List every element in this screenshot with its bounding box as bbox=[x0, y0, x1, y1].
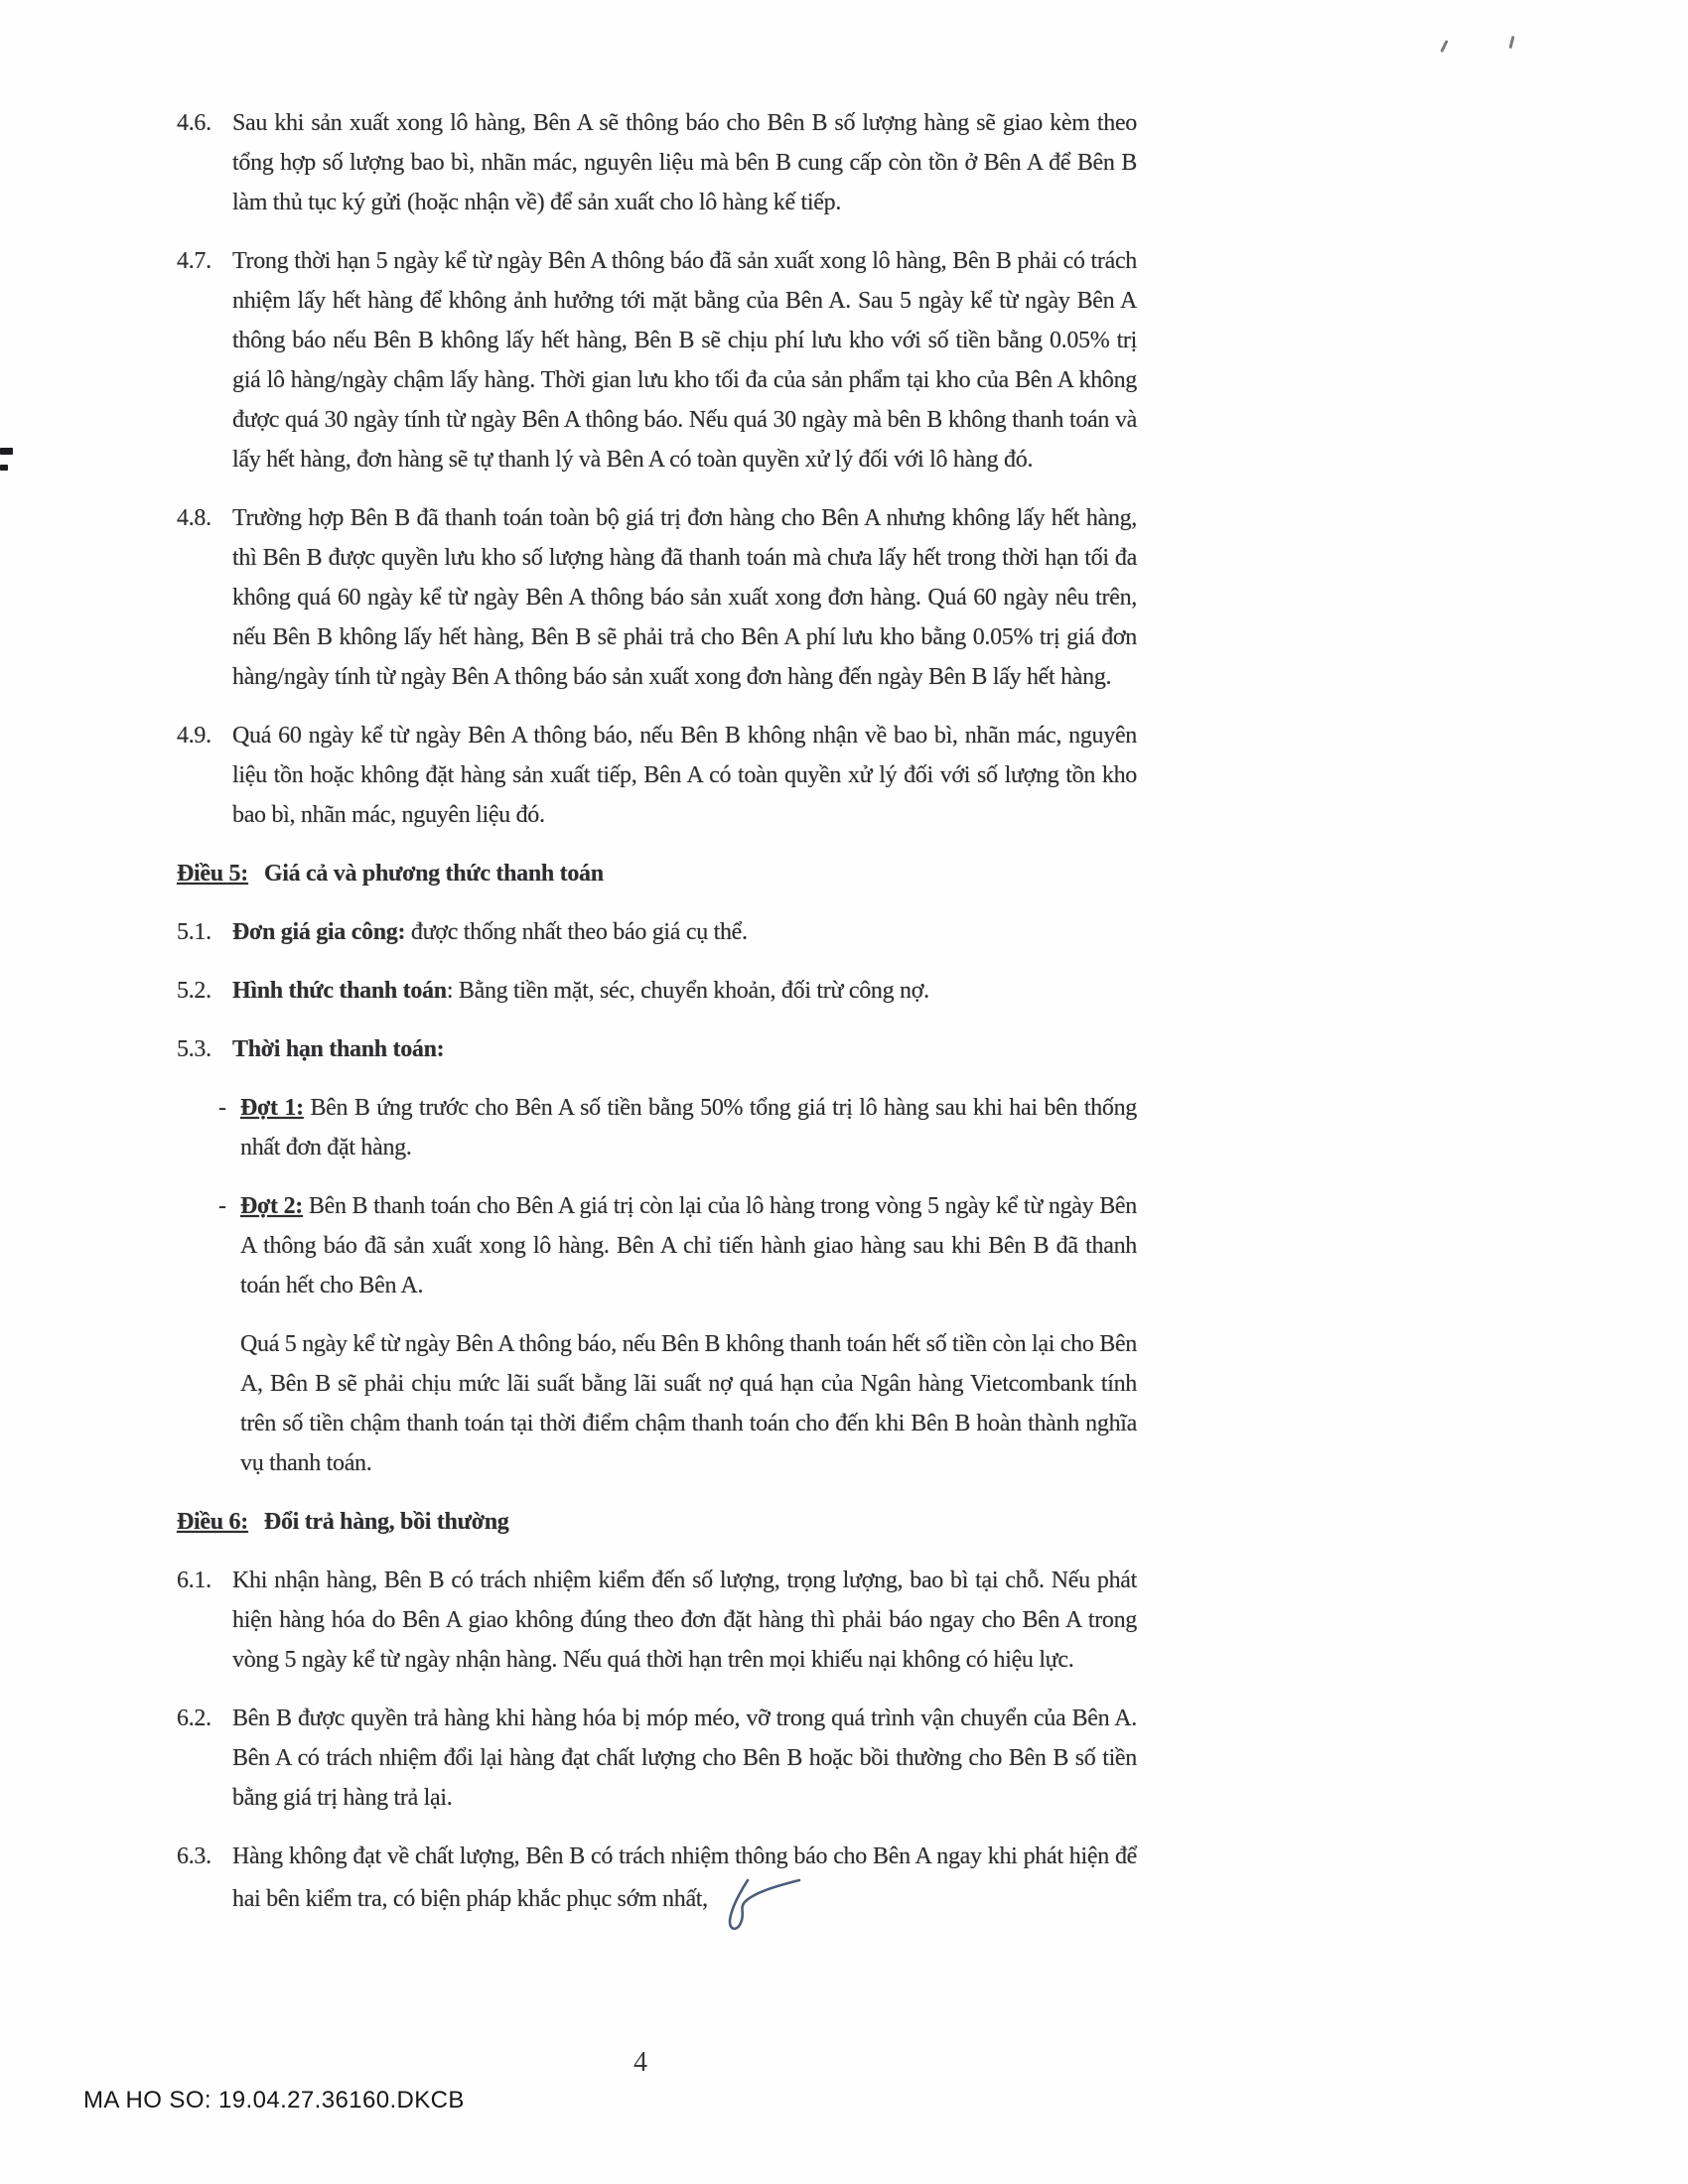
installment-2 bbox=[218, 1186, 1137, 1305]
clause-6-1 bbox=[177, 1561, 1137, 1680]
clause-rest: : Bằng tiền mặt, séc, chuyển khoản, đối trừ công nợ. bbox=[446, 978, 929, 1004]
installment-text bbox=[240, 1186, 1137, 1305]
clause-text: Trường hợp Bên B đã thanh toán toàn bộ giá trị đơn hàng cho Bên A nhưng không lấy hết hàng, thì Bên B được quyền lưu kho số lượng hàng đã thanh toán mà chưa lấy hết trong thời hạn tối đa không quá 60 ngày kể từ ngày Bên A thông báo sản xuất xong đơn hàng. Quá 60 ngày nêu trên, nếu Bên B không lấy hết hàng, Bên B sẽ phải trả cho Bên A phí lưu kho bằng 0.05% trị giá đơn hàng/ngày tính từ ngày Bên A thông báo sản xuất xong đơn hàng đến ngày Bên B lấy hết hàng. bbox=[232, 505, 1137, 690]
clause-number: 4.8. bbox=[177, 505, 211, 531]
article-6-label: Điều 6: bbox=[177, 1509, 248, 1535]
pen-stroke-artifact bbox=[1440, 40, 1448, 53]
clause-text bbox=[232, 1837, 1137, 1932]
clause-text: Bên B được quyền trả hàng khi hàng hóa bị móp méo, vỡ trong quá trình vận chuyển của Bên A. Bên A có trách nhiệm đổi lại hàng đạt chất lượng cho Bên B hoặc bồi thường cho Bên B số tiền bằng giá trị hàng trả lại. bbox=[232, 1706, 1137, 1811]
file-code: MA HO SO: 19.04.27.36160.DKCB bbox=[83, 2087, 465, 2114]
clause-number: 6.2. bbox=[177, 1706, 211, 1731]
clause-5-2 bbox=[177, 971, 1137, 1011]
article-5-title: Giá cả và phương thức thanh toán bbox=[263, 861, 604, 887]
contract-body bbox=[177, 103, 1137, 1951]
clause-4-9 bbox=[177, 716, 1137, 835]
article-5-late-payment-note: Quá 5 ngày kể từ ngày Bên A thông báo, nếu Bên B không thanh toán hết số tiền còn lại cho Bên A, Bên B sẽ phải chịu mức lãi suất bằng lãi suất nợ quá hạn của Ngân hàng Vietcombank tính trên số tiền chậm thanh toán tại thời điểm chậm thanh toán cho đến khi Bên B hoàn thành nghĩa vụ thanh toán. bbox=[240, 1331, 1137, 1476]
article-6-title: Đổi trả hàng, bồi thường bbox=[263, 1509, 509, 1535]
clause-text: Quá 60 ngày kể từ ngày Bên A thông báo, nếu Bên B không nhận về bao bì, nhãn mác, nguyên liệu tồn hoặc không đặt hàng sản xuất tiếp, Bên A có toàn quyền xử lý đối với số lượng tồn kho bao bì, nhãn mác, nguyên liệu đó. bbox=[232, 723, 1137, 828]
clause-number: 5.1. bbox=[177, 919, 211, 945]
clause-text bbox=[232, 912, 1137, 952]
clause-text: Khi nhận hàng, Bên B có trách nhiệm kiểm đến số lượng, trọng lượng, bao bì tại chỗ. Nếu phát hiện hàng hóa do Bên A giao không đúng theo đơn đặt hàng thì phải báo ngay cho Bên A trong vòng 5 ngày kể từ ngày nhận hàng. Nếu quá thời hạn trên mọi khiếu nại không có hiệu lực. bbox=[232, 1568, 1137, 1673]
clause-5-1 bbox=[177, 912, 1137, 952]
pen-signature-mark bbox=[718, 1876, 801, 1932]
scan-edge-artifact bbox=[0, 465, 8, 471]
installment-body: Bên B thanh toán cho Bên A giá trị còn lại của lô hàng trong vòng 5 ngày kể từ ngày Bên A thông báo đã sản xuất xong lô hàng. Bên A chỉ tiến hành giao hàng sau khi Bên B đã thanh toán hết cho Bên A. bbox=[240, 1193, 1137, 1298]
clause-lead: Hình thức thanh toán bbox=[232, 978, 447, 1004]
clause-number: 4.7. bbox=[177, 248, 211, 274]
clause-number: 5.3. bbox=[177, 1036, 211, 1062]
clause-6-3-text: Hàng không đạt về chất lượng, Bên B có trách nhiệm thông báo cho Bên A ngay khi phát hiện để hai bên kiểm tra, có biện pháp khắc phục sớm nhất, bbox=[232, 1843, 1137, 1912]
pen-stroke-artifact bbox=[1508, 36, 1514, 49]
article-5-label: Điều 5: bbox=[177, 861, 248, 887]
clause-4-6 bbox=[177, 103, 1137, 222]
article-5-heading bbox=[177, 854, 1137, 893]
clause-text bbox=[232, 1029, 1137, 1069]
clause-text: Trong thời hạn 5 ngày kể từ ngày Bên A thông báo đã sản xuất xong lô hàng, Bên B phải có trách nhiệm lấy hết hàng để không ảnh hưởng tới mặt bằng của Bên A. Sau 5 ngày kể từ ngày Bên A thông báo nếu Bên B không lấy hết hàng, Bên B sẽ chịu phí lưu kho với số tiền bằng 0.05% trị giá lô hàng/ngày chậm lấy hàng. Thời gian lưu kho tối đa của sản phẩm tại kho của Bên A không được quá 30 ngày tính từ ngày Bên A thông báo. Nếu quá 30 ngày mà bên B không thanh toán và lấy hết hàng, đơn hàng sẽ tự thanh lý và Bên A có toàn quyền xử lý đối với lô hàng đó. bbox=[232, 248, 1137, 473]
clause-5-3 bbox=[177, 1029, 1137, 1069]
installment-text bbox=[240, 1088, 1137, 1167]
clause-rest: được thống nhất theo báo giá cụ thể. bbox=[405, 919, 748, 945]
clause-number: 4.9. bbox=[177, 723, 211, 749]
page-number: 4 bbox=[633, 2047, 647, 2078]
clause-6-3 bbox=[177, 1837, 1137, 1932]
clause-text bbox=[232, 971, 1137, 1011]
clause-number: 6.1. bbox=[177, 1568, 211, 1593]
article-6-heading bbox=[177, 1502, 1137, 1542]
clause-4-7 bbox=[177, 241, 1137, 479]
installment-1 bbox=[218, 1088, 1137, 1167]
installment-label: Đợt 1: bbox=[240, 1095, 304, 1121]
clause-number: 4.6. bbox=[177, 110, 211, 136]
clause-lead: Thời hạn thanh toán: bbox=[232, 1036, 445, 1062]
installment-body: Bên B ứng trước cho Bên A số tiền bằng 50% tổng giá trị lô hàng sau khi hai bên thống nhất đơn đặt hàng. bbox=[240, 1095, 1137, 1160]
clause-6-2 bbox=[177, 1699, 1137, 1818]
clause-4-8 bbox=[177, 498, 1137, 697]
installment-label: Đợt 2: bbox=[240, 1193, 303, 1219]
clause-number: 5.2. bbox=[177, 978, 211, 1004]
clause-number: 6.3. bbox=[177, 1843, 211, 1869]
clause-lead: Đơn giá gia công: bbox=[232, 919, 406, 945]
clause-text: Sau khi sản xuất xong lô hàng, Bên A sẽ thông báo cho Bên B số lượng hàng sẽ giao kèm theo tổng hợp số lượng bao bì, nhãn mác, nguyên liệu mà bên B cung cấp còn tồn ở Bên A để Bên B làm thủ tục ký gửi (hoặc nhận về) để sản xuất cho lô hàng kế tiếp. bbox=[232, 110, 1137, 215]
installment-dash: - bbox=[218, 1095, 226, 1121]
installment-dash: - bbox=[218, 1193, 226, 1219]
scan-edge-artifact bbox=[0, 448, 13, 455]
